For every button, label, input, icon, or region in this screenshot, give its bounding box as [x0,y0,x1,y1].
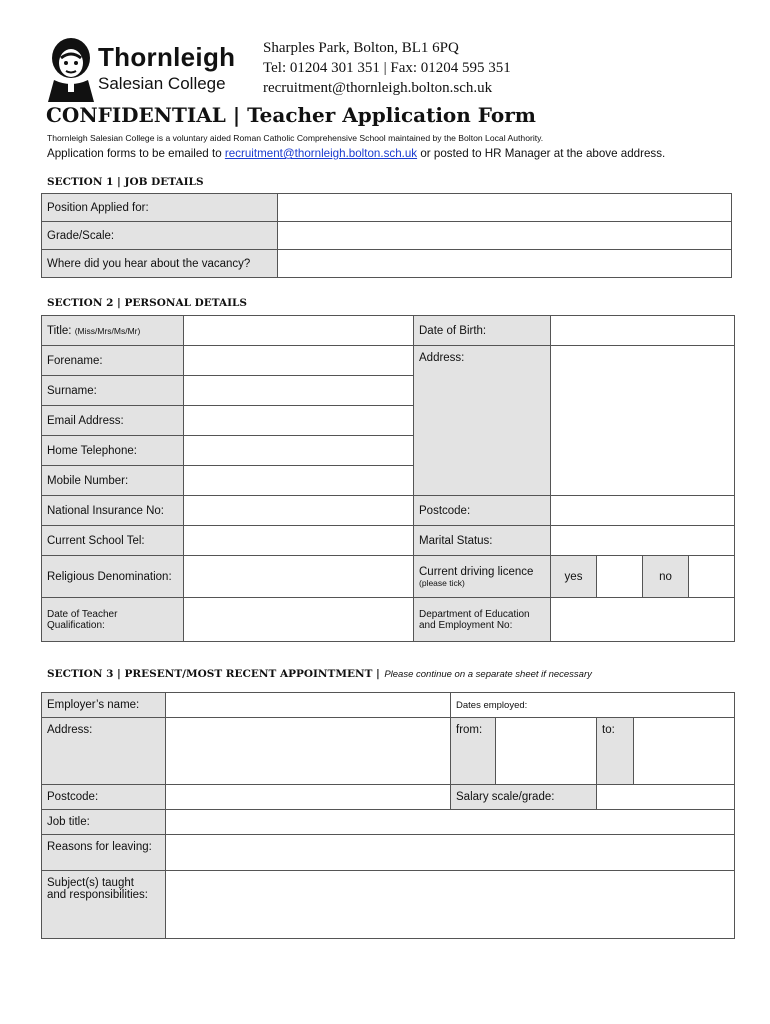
salary-input[interactable] [597,785,735,810]
email-input[interactable] [184,406,414,436]
employer-input[interactable] [166,693,451,718]
email-label: Email Address: [42,406,184,436]
college-logo [46,36,246,102]
employer-address-label: Address: [42,718,166,785]
logo-name: Thornleigh [98,42,236,72]
from-label: from: [451,718,496,785]
surname-input[interactable] [184,376,414,406]
school-email: recruitment@thornleigh.bolton.sch.uk [263,80,493,96]
intro-suffix: or posted to HR Manager at the above address. [420,147,666,160]
appointment-table [41,692,735,939]
section3-note: Please continue on a separate sheet if necessary [384,669,592,680]
dfee-line2: and Employment No: [419,619,513,631]
ni-label: National Insurance No: [42,496,184,526]
postcode-label: Postcode: [414,496,551,526]
portrait-icon [46,36,96,102]
title-hint: (Miss/Mrs/Ms/Mr) [74,325,141,336]
qualification-date-input[interactable] [184,598,414,642]
reasons-input[interactable] [166,835,735,871]
marital-input[interactable] [551,526,735,556]
intro-line-2 [47,147,665,160]
address-label: Address: [414,346,551,496]
school-tel-label: Current School Tel: [42,526,184,556]
qualification-date-label [42,598,184,642]
employer-postcode-label: Postcode: [42,785,166,810]
dob-input[interactable] [551,316,735,346]
qualification-date-line2: Qualification: [47,619,105,631]
school-address: Sharples Park, Bolton, BL1 6PQ [263,40,459,56]
licence-label [414,556,551,598]
licence-hint: (please tick) [419,577,465,588]
school-tel-fax: Tel: 01204 301 351 | Fax: 01204 595 351 [263,60,511,76]
marital-label: Marital Status: [414,526,551,556]
salary-label: Salary scale/grade: [451,785,597,810]
mobile-label: Mobile Number: [42,466,184,496]
job-title-input[interactable] [166,810,735,835]
home-tel-label: Home Telephone: [42,436,184,466]
licence-yes-label: yes [551,556,597,598]
title-input[interactable] [184,316,414,346]
dob-label: Date of Birth: [414,316,551,346]
section3-heading-row [47,664,592,682]
dates-employed-label: Dates employed: [451,693,735,718]
job-title-label: Job title: [42,810,166,835]
ni-input[interactable] [184,496,414,526]
licence-yes-checkbox[interactable] [597,556,643,598]
dfee-line1: Department of Education [419,608,530,620]
surname-label: Surname: [42,376,184,406]
recruitment-email-link[interactable]: recruitment@thornleigh.bolton.sch.uk [224,147,418,160]
religion-label: Religious Denomination: [42,556,184,598]
logo-subtitle: Salesian College [98,74,226,93]
personal-details-table [41,315,735,642]
employer-label: Employer’s name: [42,693,166,718]
employer-postcode-input[interactable] [166,785,451,810]
employer-address-input[interactable] [166,718,451,785]
licence-no-label: no [643,556,689,598]
reasons-label: Reasons for leaving: [42,835,166,871]
postcode-input[interactable] [551,496,735,526]
section2-heading: SECTION 2 | PERSONAL DETAILS [47,297,248,309]
licence-no-checkbox[interactable] [689,556,735,598]
subjects-line1: Subject(s) taught [47,877,134,889]
title-label-text: Title: [47,324,72,337]
subjects-line2: and responsibilities: [47,889,149,901]
licence-label-text: Current driving licence [419,565,534,578]
intro-prefix: Application forms to be emailed to [47,147,222,160]
from-input[interactable] [496,718,597,785]
religion-input[interactable] [184,556,414,598]
to-label: to: [597,718,634,785]
dfee-number-label [414,598,551,642]
dfee-number-input[interactable] [551,598,735,642]
to-input[interactable] [634,718,735,785]
subjects-input[interactable] [166,871,735,939]
grade-label: Grade/Scale: [42,222,278,250]
subjects-label [42,871,166,939]
mobile-input[interactable] [184,466,414,496]
section3-heading: SECTION 3 | PRESENT/MOST RECENT APPOINTMENT | [47,668,380,680]
position-input[interactable] [278,194,732,222]
school-tel-input[interactable] [184,526,414,556]
position-label: Position Applied for: [42,194,278,222]
address-input[interactable] [551,346,735,496]
home-tel-input[interactable] [184,436,414,466]
forename-label: Forename: [42,346,184,376]
vacancy-source-input[interactable] [278,250,732,278]
forename-input[interactable] [184,346,414,376]
qualification-date-line1: Date of Teacher [47,608,118,620]
grade-input[interactable] [278,222,732,250]
vacancy-source-label: Where did you hear about the vacancy? [42,250,278,278]
section1-heading: SECTION 1 | JOB DETAILS [47,176,204,188]
form-title: CONFIDENTIAL | Teacher Application Form [46,103,536,127]
intro-line-1: Thornleigh Salesian College is a voluntary aided Roman Catholic Comprehensive School maintained by the Bolton Local Authority. [47,133,544,143]
title-label [42,316,184,346]
job-details-table [41,193,732,278]
